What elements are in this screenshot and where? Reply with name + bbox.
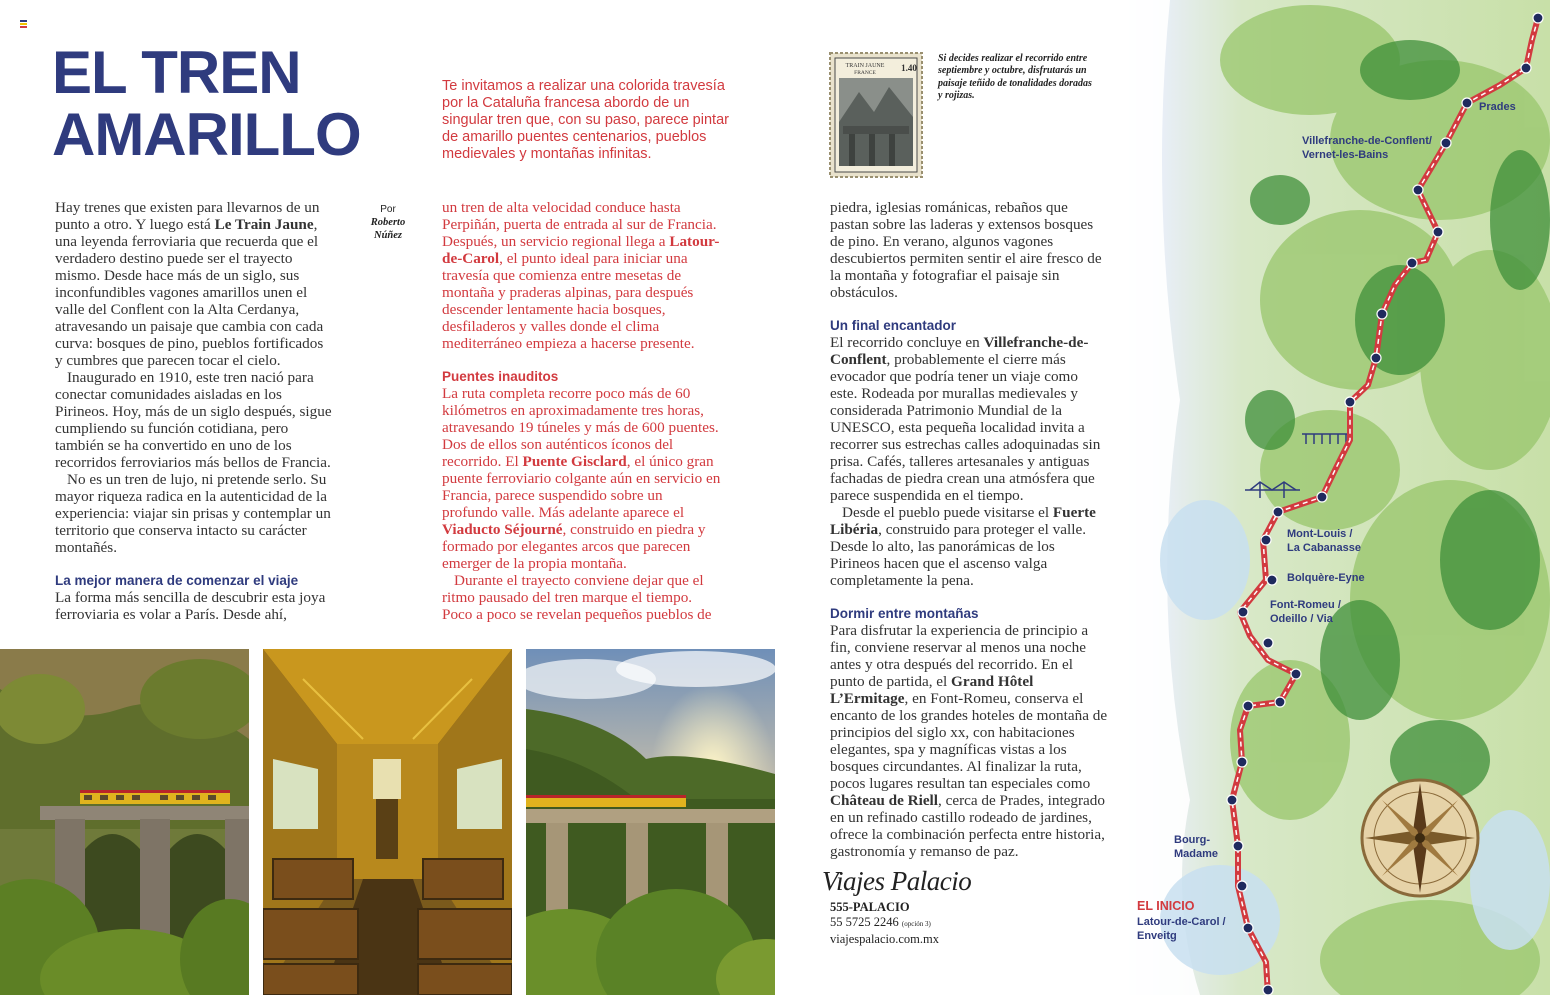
paragraph: Inaugurado en 1910, este tren nació para conectar comunidades aisladas en los Pirineos. Hoy, más de un siglo después, sigue cumpliendo su función cotidiana, pero también se ha convertido en uno de los recorridos ferroviarios más bellos de Francia. [55,369,332,471]
paragraph: Durante el trayecto conviene dejar que el ritmo pausado del tren marque el tiempo. Poco a poco se revelan pequeños pueblos de [442,572,712,623]
byline-prefix: Por [380,204,396,215]
text: , construido en piedra y formado por elegantes arcos que parecen emerger de la propia montaña. [442,521,706,572]
map-label-bourg-madame [1174,834,1218,861]
stamp-country: FRANCE [854,70,876,76]
highlight-name: Villefranche-de-Conflent [830,334,1089,368]
map-label-line: Madame [1174,847,1219,860]
map-label-line: Enveitg [1137,929,1177,942]
highlight-name: Le Train Jaune [214,216,314,233]
phone-note: (opción 3) [901,920,931,928]
highlight-name: Viaducto Séjourné [442,521,563,538]
map-label-line: Vernet-les-Bains [1302,148,1389,161]
contact-block [830,900,939,947]
column-1 [55,199,333,623]
map-label-start: EL INICIO [1137,899,1195,913]
text: La ruta completa recorre poco más de 60 kilómetros en aproximadamente tres horas, atravesando 19 túneles y más de 600 puentes. Dos de ellos son auténticos íconos del recorrido. El [442,385,719,470]
byline-author: Roberto Núñez [370,217,406,241]
map-label-villefranche [1302,135,1432,162]
title-line-2: AMARILLO [52,101,361,168]
map-label-prades: Prades [1479,101,1516,113]
text: , cerca de Prades, integrado en un refinado castillo rodeado de jardines, ofrece la combinación perfecta entre historia, gastronomía y remanso de paz. [830,792,1105,860]
photo-train-interior [263,649,512,995]
stamp-caption: Si decides realizar el recorrido entre septiembre y octubre, disfrutarás un paisaje teñido de tonalidades doradas y rojizas. [938,53,1092,102]
highlight-name: Château de Riell [830,792,938,809]
text: Para disfrutar la experiencia de principio a fin, conviene reservar al menos una noche antes y otra después del recorrido. En el punto de partida, el [830,622,1089,690]
article-title [52,39,412,168]
map-label-line: Odeillo / Via [1270,612,1333,625]
highlight-name: Fuerte Libéria [830,504,1096,538]
stamp-name: TRAIN JAUNE [845,63,885,69]
brand-logo: Viajes Palacio [822,866,972,896]
byline [360,203,416,242]
paragraph [442,385,722,572]
map-label-font-romeu [1270,599,1341,626]
map-label-line: Villefranche-de-Conflent/ [1302,135,1432,147]
column-3 [830,199,1108,860]
highlight-name: Grand Hôtel L’Ermitage [830,673,1034,707]
stamp-value: 1.40 [901,63,917,73]
map-label-line: La Cabanasse [1287,541,1361,554]
paragraph: La forma más sencilla de descubrir esta joya ferroviaria es volar a París. Desde ahí, [55,589,326,623]
text: Desde el pueblo puede visitarse el [842,504,1053,521]
map-label-line: Font-Romeu / [1270,599,1341,611]
paragraph [830,622,1108,860]
text: , el punto ideal para iniciar una travesía que comienza entre mesetas de montaña y praderas alpinas, para después descender lentamente hacia bosques, desfiladeros y valles donde el clima mediterráneo empieza a hacerse presente. [442,250,695,352]
highlight-name: Latour-de-Carol [442,233,720,267]
paragraph [442,199,722,352]
paragraph: piedra, iglesias románicas, rebaños que pastan sobre las laderas y extensos bosques de pino. En verano, algunos vagones descubiertos permiten sentir el aire fresco de la montaña y fotografiar el paisaje sin obstáculos. [830,199,1102,301]
text: , una leyenda ferroviaria que recuerda que el verdadero destino puede ser el trayecto mismo. Desde hace más de un siglo, sus inconfundibles vagones amarillos unen el valle del Conflent con la Alta Cerdanya, atravesando un paisaje que cambia con cada curva: bosques de pino, pueblos fortificados y cumbres que parecen tocar el cielo. [55,216,324,369]
photo-viaduct-sunset [526,649,775,995]
paragraph: No es un tren de lujo, ni pretende serlo. Su mayor riqueza radica en la autenticidad de la experiencia: viajar sin prisas y contemplar un territorio que conserva intacto su carácter montañés. [55,471,331,556]
section-heading: La mejor manera de comenzar el viaje [55,573,299,588]
phone-number: 55 5725 2246 [830,915,899,929]
title-line-1: EL TREN [52,39,301,106]
highlight-name: Puente Gisclard [522,453,627,470]
compass-rose-icon [1362,780,1478,896]
text: , probablemente el cierre más evocador que podría tener un viaje como este. Rodeada por murallas medievales y considerada Patrimonio Mundial de la UNESCO, esta pequeña localidad invita a recorrer sus estrechas calles adoquinadas sin prisa. Cafés, talleres artesanales y antiguas fachadas de piedra crean una atmósfera que parece suspendida en el tiempo. [830,351,1101,504]
photo-viaduct [0,649,249,995]
paragraph [55,199,333,369]
section-heading: Un final encantador [830,318,957,333]
text: El recorrido concluye en [830,334,984,351]
phone-label: 555-PALACIO [830,900,910,914]
train-stamp-illustration [829,52,923,178]
map-label-line: Bourg- [1174,834,1211,846]
intro-text: Te invitamos a realizar una colorida travesía por la Cataluña francesa abordo de un singular tren que, con su paso, parece pintar de amarillo puentes centenarios, pueblos medievales y montañas infinitas. [442,78,729,162]
text: , en Font-Romeu, conserva el encanto de los grandes hoteles de montaña de principios del siglo xx, con habitaciones elegantes, spa y magníficas vistas a los bosques circundantes. Al finalizar la ruta, pocos lugares resultan tan especiales como [830,690,1108,792]
paragraph [830,334,1108,504]
phone-line [830,915,939,932]
section-heading: Dormir entre montañas [830,606,979,621]
column-2 [442,199,722,623]
text: , construido para proteger el valle. Desde lo alto, las panorámicas de los Pirineos hacen que el ascenso valga completamente la pena. [830,521,1086,589]
text: , el único gran puente ferroviario colgante aún en servicio en Francia, parece suspendido sobre un profundo valle. Más adelante aparece el [442,453,721,521]
map-label-line: Latour-de-Carol / [1137,916,1226,928]
map-label-bolquere: Bolquère-Eyne [1287,572,1365,584]
map-label-line: Mont-Louis / [1287,528,1353,540]
route-map [1110,0,1550,995]
map-label-mont-louis [1287,528,1361,555]
flag-icon [20,20,27,27]
website-link[interactable]: viajespalacio.com.mx [830,932,939,946]
text: Hay trenes que existen para llevarnos de un punto a otro. Y luego está [55,199,320,233]
text: un tren de alta velocidad conduce hasta Perpiñán, puerta de entrada al sur de Francia. Después, un servicio regional llega a [442,199,717,250]
paragraph [830,504,1108,589]
section-heading: Puentes inauditos [442,369,559,384]
map-label-latour [1137,916,1226,943]
